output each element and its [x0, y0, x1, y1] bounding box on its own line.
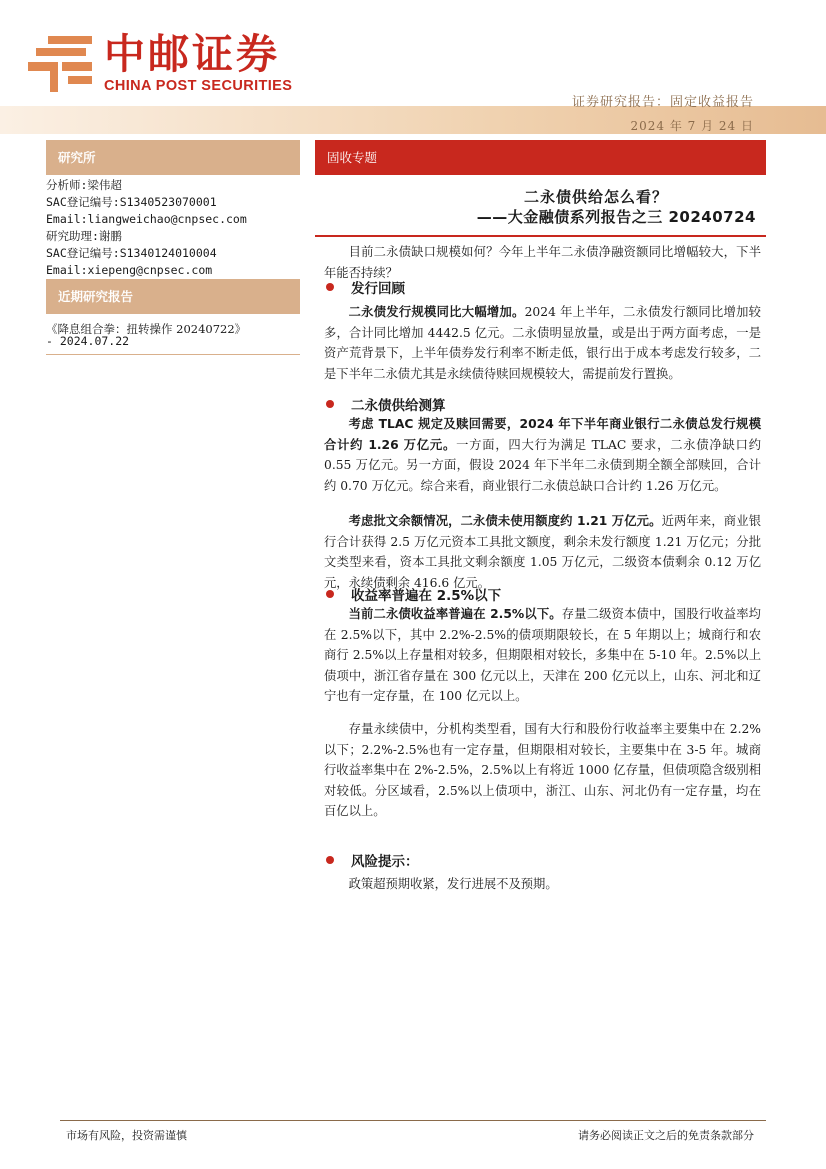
body-paragraph: 考虑 TLAC 规定及赎回需要，2024 年下半年商业银行二永债总发行规模合计约 1.26 万亿元。一方面，四大行为满足 TLAC 要求，二永债净缺口约 0.55 万亿元。另一方面，假设 2024 年下半年二永债到期全额全部赎回，合计约 0.70 万亿元。综合来看，商业银行二永债总缺口合计约 1.26 万亿元。 [324, 417, 761, 493]
footer-risk-note: 市场有风险，投资需谨慎 [66, 1129, 187, 1142]
report-type: 证券研究报告：固定收益报告 [571, 95, 754, 110]
footer-disclaimer-note: 请务必阅读正文之后的免责条款部分 [578, 1129, 754, 1142]
brand-name-cn: 中邮证券 [104, 30, 280, 78]
analyst-email[interactable]: Email:liangweichao@cnpsec.com [46, 212, 247, 226]
brand-name-en: CHINA POST SECURITIES [104, 78, 293, 94]
footer-rule [60, 1120, 766, 1121]
assistant-sac: SAC登记编号:S1340124010004 [46, 246, 217, 260]
body-paragraph: 存量永续债中，分机构类型看，国有大行和股份行收益率主要集中在 2.2%以下；2.2%-2.5%也有一定存量，但期限相对较长，主要集中在 3-5 年。城商行收益率集中在 2%-2.5%，2.5%以上有将近 1000 亿存量，但债项隐含级别相对较低。分区域看，2.5%以上债项中，浙江、山东、河北仍有一定存量，均在百亿以上。 [324, 722, 761, 818]
recent-report-link[interactable]: 《降息组合拳：扭转操作 20240722》 [46, 322, 247, 336]
assistant-name: 研究助理:谢鹏 [46, 229, 122, 243]
recent-report-date: - 2024.07.22 [46, 334, 130, 348]
report-subtitle: ——大金融债系列报告之三 20240724 [476, 208, 756, 226]
intro-paragraph: 目前二永债缺口规模如何？今年上半年二永债净融资额同比增幅较大，下半年能否持续？ [324, 245, 761, 280]
bullet-dot-icon [326, 400, 334, 408]
section-heading: 二永债供给测算 [326, 397, 446, 415]
body-paragraph: 考虑批文余额情况，二永债未使用额度约 1.21 万亿元。近两年来，商业银行合计获得 2.5 万亿元资本工具批文额度，剩余未发行额度 1.21 万亿元；分批文类型来看，资本工具批文剩余额度 1.05 万亿元，二级资本债剩余 0.12 万亿元，永续债剩余 416.6 亿元。 [324, 514, 761, 590]
institute-heading: 研究所 [46, 140, 300, 175]
risk-heading: 风险提示： [326, 853, 419, 871]
analyst-name: 分析师:梁伟超 [46, 178, 122, 192]
analyst-sac: SAC登记编号:S1340523070001 [46, 195, 217, 209]
section-label: 固收专题 [315, 140, 766, 175]
report-title: 二永债供给怎么看？ [523, 188, 668, 206]
bullet-dot-icon [326, 856, 334, 864]
body-paragraph: 当前二永债收益率普遍在 2.5%以下。存量二级资本债中，国股行收益率均在 2.5%以下，其中 2.2%-2.5%的债项期限较长，在 5 年期以上；城商行和农商行 2.5%以上存量相对较多，但期限相对较长，多集中在 5-10 年。2.5%以上债项中，浙江省存量在 300 亿元以上，天津在 200 亿元以上，山东、河北和辽宁也有一定存量，在 100 亿元以上。 [324, 607, 761, 703]
section-heading: 发行回顾 [326, 280, 405, 298]
recent-reports-heading: 近期研究报告 [46, 279, 300, 314]
bullet-dot-icon [326, 590, 334, 598]
assistant-email[interactable]: Email:xiepeng@cnpsec.com [46, 263, 213, 277]
section-heading: 收益率普遍在 2.5%以下 [326, 587, 501, 605]
report-date: 2024 年 7 月 24 日 [630, 119, 754, 133]
bullet-dot-icon [326, 283, 334, 291]
body-paragraph: 二永债发行规模同比大幅增加。2024 年上半年，二永债发行额同比增加较多，合计同比增加 4442.5 亿元。二永债明显放量，或是出于两方面考虑，一是资产荒背景下，上半年债券发行利率不断走低，银行出于成本考虑发行较多，二是下半年二永债尤其是永续债待赎回规模较大，需提前发行置换。 [324, 305, 761, 381]
title-rule [315, 235, 766, 237]
sidebar-divider [46, 354, 300, 355]
china-post-logo-icon [28, 32, 98, 94]
risk-text: 政策超预期收紧，发行进展不及预期。 [348, 877, 558, 891]
